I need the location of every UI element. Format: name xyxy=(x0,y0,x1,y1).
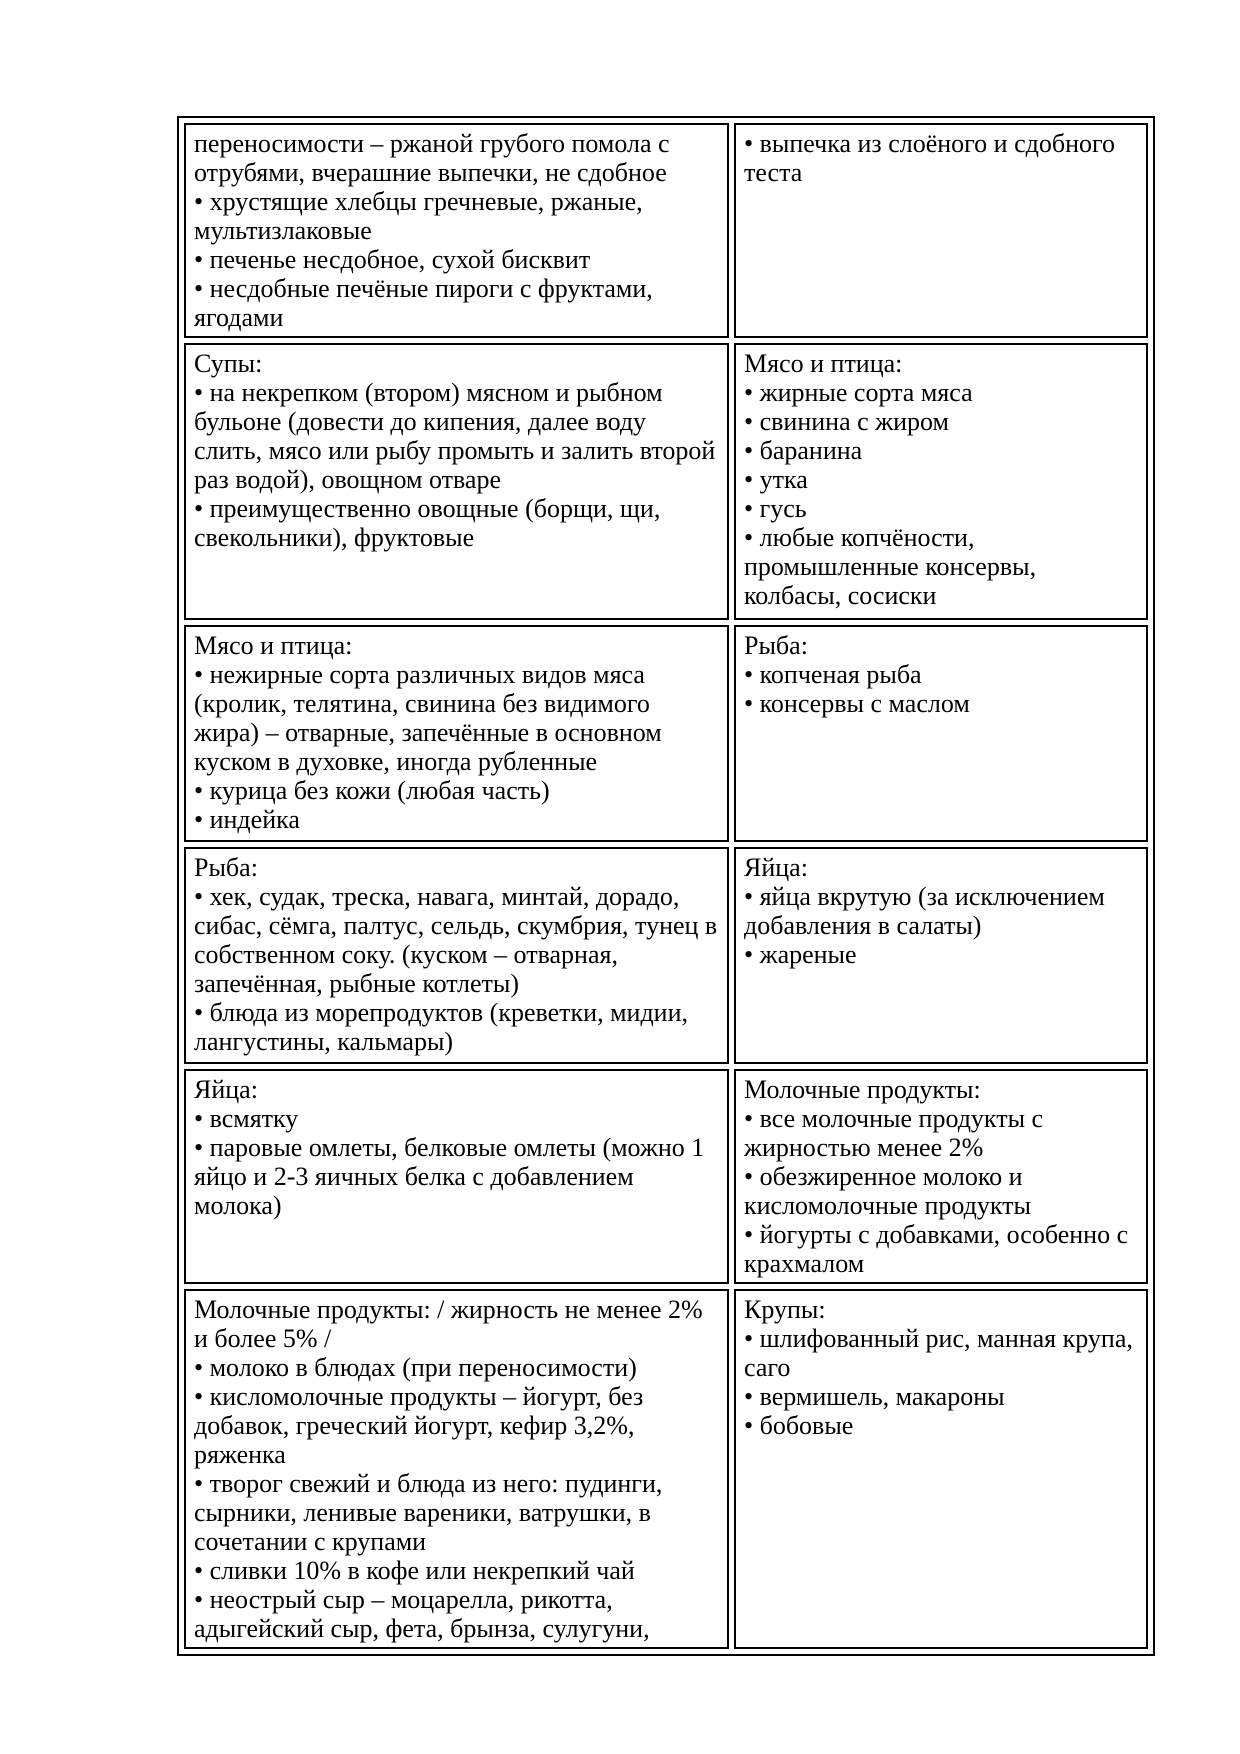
table-cell-left-column xyxy=(184,123,729,338)
cell-paragraph: • сливки 10% в кофе или некрепкий чай xyxy=(194,1556,635,1585)
cell-paragraph: • кисломолочные продукты – йогурт, без добавок, греческий йогурт, кефир 3,2%, ряженка xyxy=(194,1382,644,1469)
table-row xyxy=(184,1069,1148,1284)
cell-paragraph: Мясо и птица: xyxy=(194,631,353,660)
diet-table-body xyxy=(184,123,1148,1649)
cell-paragraph: • на некрепком (втором) мясном и рыбном бульоне (довести до кипения, далее воду слить, мясо или рыбу промыть и залить второй раз водой), овощном отваре xyxy=(194,378,716,494)
cell-paragraph: Рыба: xyxy=(194,853,258,882)
cell-paragraph: • бобовые xyxy=(744,1411,854,1440)
cell-paragraph: • индейка xyxy=(194,805,300,834)
table-cell-right-column xyxy=(734,1069,1148,1284)
cell-paragraph: • консервы с маслом xyxy=(744,689,970,718)
cell-paragraph: Яйца: xyxy=(194,1075,258,1104)
table-cell-left-column xyxy=(184,343,729,620)
cell-paragraph: • творог свежий и блюда из него: пудинги, сырники, ленивые вареники, ватрушки, в сочетании с крупами xyxy=(194,1469,663,1556)
cell-paragraph: • любые копчёности, промышленные консервы, колбасы, сосиски xyxy=(744,523,1037,610)
table-row xyxy=(184,625,1148,842)
cell-paragraph: • гусь xyxy=(744,494,807,523)
cell-paragraph: • все молочные продукты с жирностью менее 2% xyxy=(744,1104,1044,1162)
table-cell-left-column xyxy=(184,1289,729,1649)
cell-paragraph: • нежирные сорта различных видов мяса (кролик, телятина, свинина без видимого жира) – отварные, запечённые в основном куском в духовке, иногда рубленные xyxy=(194,660,662,776)
cell-paragraph: • обезжиренное молоко и кисломолочные продукты xyxy=(744,1162,1031,1220)
cell-paragraph: • несдобные печёные пироги с фруктами, ягодами xyxy=(194,274,653,332)
cell-paragraph: • жареные xyxy=(744,940,857,969)
cell-paragraph: • печенье несдобное, сухой бисквит xyxy=(194,245,591,274)
cell-paragraph: • преимущественно овощные (борщи, щи, свекольники), фруктовые xyxy=(194,494,661,552)
cell-paragraph: • блюда из морепродуктов (креветки, мидии, лангустины, кальмары) xyxy=(194,998,689,1056)
cell-paragraph: Мясо и птица: xyxy=(744,349,903,378)
cell-paragraph: • шлифованный рис, манная крупа, саго xyxy=(744,1324,1133,1382)
cell-paragraph: • всмятку xyxy=(194,1104,299,1133)
cell-paragraph: Супы: xyxy=(194,349,263,378)
cell-paragraph: Рыба: xyxy=(744,631,808,660)
cell-paragraph: • баранина xyxy=(744,436,863,465)
cell-paragraph: • курица без кожи (любая часть) xyxy=(194,776,550,805)
cell-paragraph: • яйца вкрутую (за исключением добавления в салаты) xyxy=(744,882,1105,940)
table-cell-left-column xyxy=(184,625,729,842)
table-cell-left-column xyxy=(184,1069,729,1284)
table-cell-right-column xyxy=(734,625,1148,842)
cell-paragraph: • копченая рыба xyxy=(744,660,922,689)
cell-paragraph: • выпечка из слоёного и сдобного теста xyxy=(744,129,1116,187)
cell-paragraph: • неострый сыр – моцарелла, рикотта, адыгейский сыр, фета, брынза, сулугуни, xyxy=(194,1585,650,1643)
table-row xyxy=(184,847,1148,1064)
cell-paragraph: • паровые омлеты, белковые омлеты (можно 1 яйцо и 2-3 яичных белка с добавлением молока) xyxy=(194,1133,705,1220)
cell-paragraph: • свинина с жиром xyxy=(744,407,949,436)
cell-paragraph: • хрустящие хлебцы гречневые, ржаные, мультизлаковые xyxy=(194,187,643,245)
cell-paragraph: • йогурты с добавками, особенно с крахмалом xyxy=(744,1220,1129,1278)
cell-paragraph: переносимости – ржаной грубого помола с отрубями, вчерашние выпечки, не сдобное xyxy=(194,129,670,187)
cell-paragraph: • молоко в блюдах (при переносимости) xyxy=(194,1353,637,1382)
cell-paragraph: • вермишель, макароны xyxy=(744,1382,1005,1411)
cell-paragraph: Молочные продукты: / жирность не менее 2% и более 5% / xyxy=(194,1295,703,1353)
table-cell-right-column xyxy=(734,343,1148,620)
diet-table xyxy=(177,116,1155,1656)
table-cell-right-column xyxy=(734,1289,1148,1649)
cell-paragraph: • хек, судак, треска, навага, минтай, дорадо, сибас, сёмга, палтус, сельдь, скумбрия, тунец в собственном соку. (куском – отварная, запечённая, рыбные котлеты) xyxy=(194,882,718,998)
table-row xyxy=(184,343,1148,620)
table-cell-right-column xyxy=(734,123,1148,338)
cell-paragraph: Крупы: xyxy=(744,1295,826,1324)
table-row xyxy=(184,123,1148,338)
cell-paragraph: Молочные продукты: xyxy=(744,1075,981,1104)
cell-paragraph: Яйца: xyxy=(744,853,808,882)
table-cell-left-column xyxy=(184,847,729,1064)
table-row xyxy=(184,1289,1148,1649)
cell-paragraph: • утка xyxy=(744,465,808,494)
cell-paragraph: • жирные сорта мяса xyxy=(744,378,973,407)
table-cell-right-column xyxy=(734,847,1148,1064)
